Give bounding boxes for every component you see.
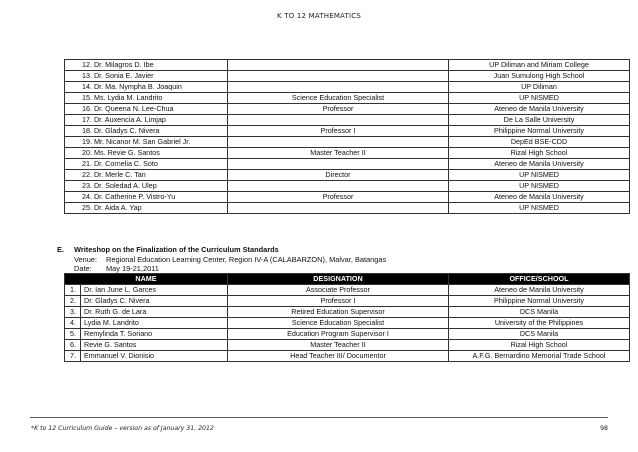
table-row	[65, 71, 630, 82]
participant-school: UP NISMED	[449, 181, 630, 192]
table-row	[65, 296, 630, 307]
member-name: Dr. Ruth G. de Lara	[81, 307, 228, 318]
member-designation: Science Education Specialist	[228, 318, 449, 329]
row-number: 2.	[65, 296, 81, 307]
participant-school: Ateneo de Manila University	[449, 192, 630, 203]
member-designation: Master Teacher II	[228, 340, 449, 351]
participant-name: 15. Ms. Lydia M. Landrito	[65, 93, 228, 104]
table-row	[65, 159, 630, 170]
participant-designation	[228, 137, 449, 148]
member-school: Rizal High School	[449, 340, 630, 351]
date-label: Date:	[74, 264, 92, 273]
participant-school: UP NISMED	[449, 93, 630, 104]
footer-divider	[30, 417, 608, 418]
table-row	[65, 126, 630, 137]
participant-designation	[228, 82, 449, 93]
participant-name: 19. Mr. Nicanor M. San Gabriel Jr.	[65, 137, 228, 148]
participant-name: 16. Dr. Queena N. Lee-Chua	[65, 104, 228, 115]
participant-school: Ateneo de Manila University	[449, 104, 630, 115]
participant-designation	[228, 115, 449, 126]
member-designation: Associate Professor	[228, 285, 449, 296]
row-number: 5.	[65, 329, 81, 340]
page-number: 98	[600, 425, 608, 432]
participant-name: 12. Dr. Milagros D. Ibe	[65, 60, 228, 71]
member-designation: Retired Education Supervisor	[228, 307, 449, 318]
member-name: Revie G. Santos	[81, 340, 228, 351]
member-name: Emmanuel V. Dionisio	[81, 351, 228, 362]
row-number: 7.	[65, 351, 81, 362]
participant-designation: Professor	[228, 104, 449, 115]
table-row	[65, 115, 630, 126]
table-row	[65, 340, 630, 351]
participant-name: 20. Ms. Revie G. Santos	[65, 148, 228, 159]
table-row	[65, 104, 630, 115]
participant-designation: Master Teacher II	[228, 148, 449, 159]
participant-designation: Director	[228, 170, 449, 181]
participant-name: 24. Dr. Catherine P. Vistro-Yu	[65, 192, 228, 203]
participant-designation	[228, 60, 449, 71]
venue-value: Regional Education Learning Center, Region IV-A (CALABARZON), Malvar, Batangas	[106, 254, 387, 264]
row-number: 4.	[65, 318, 81, 329]
venue-label: Venue:	[74, 254, 98, 264]
member-school: DCS Manila	[449, 329, 630, 340]
participant-school: DepEd BSE-CDD	[449, 137, 630, 148]
table-row	[65, 307, 630, 318]
participant-designation	[228, 181, 449, 192]
table-row	[65, 93, 630, 104]
participant-designation	[228, 159, 449, 170]
member-name: Remylinda T. Soriano	[81, 329, 228, 340]
participant-name: 23. Dr. Soledad A. Ulep	[65, 181, 228, 192]
member-name: Lydia M. Landrito	[81, 318, 228, 329]
member-school: University of the Philippines	[449, 318, 630, 329]
table-row	[65, 170, 630, 181]
member-school: Philippine Normal University	[449, 296, 630, 307]
table-header-row	[65, 274, 630, 285]
participant-school: UP Diliman	[449, 82, 630, 93]
participant-school: Ateneo de Manila University	[449, 159, 630, 170]
member-designation: Head Teacher III/ Documentor	[228, 351, 449, 362]
member-school: A.F.G. Bernardino Memorial Trade School	[449, 351, 630, 362]
section-e	[57, 245, 386, 274]
table-row	[65, 203, 630, 214]
table-row	[65, 329, 630, 340]
participant-name: 21. Dr. Cornelia C. Soto	[65, 159, 228, 170]
participants-table-continued	[64, 59, 630, 214]
member-name: Dr. Gladys C. Nivera	[81, 296, 228, 307]
participant-name: 17. Dr. Auxencia A. Limjap	[65, 115, 228, 126]
participant-school: UP NISMED	[449, 170, 630, 181]
table-row	[65, 148, 630, 159]
member-school: DCS Manila	[449, 307, 630, 318]
header-designation: DESIGNATION	[228, 274, 449, 285]
member-school: Ateneo de Manila University	[449, 285, 630, 296]
footer-version: *K to 12 Curriculum Guide – version as of January 31, 2012	[31, 425, 214, 432]
member-designation: Education Program Supervisor I	[228, 329, 449, 340]
page-header: K TO 12 MATHEMATICS	[277, 12, 361, 20]
section-letter: E.	[57, 245, 64, 254]
table-row	[65, 351, 630, 362]
participant-designation	[228, 203, 449, 214]
participant-designation: Professor	[228, 192, 449, 203]
participant-designation: Professor I	[228, 126, 449, 137]
participant-name: 18. Dr. Gladys C. Nivera	[65, 126, 228, 137]
row-number: 1.	[65, 285, 81, 296]
participant-designation: Science Education Specialist	[228, 93, 449, 104]
participant-name: 13. Dr. Sonia E. Javier	[65, 71, 228, 82]
table-row	[65, 82, 630, 93]
header-school: OFFICE/SCHOOL	[449, 274, 630, 285]
member-designation: Professor I	[228, 296, 449, 307]
table-row	[65, 181, 630, 192]
participant-name: 14. Dr. Ma. Nympha B. Joaquin	[65, 82, 228, 93]
member-name: Dr. Ian June L. Garces	[81, 285, 228, 296]
table-row	[65, 192, 630, 203]
participant-name: 25. Dr. Aida A. Yap	[65, 203, 228, 214]
table-row	[65, 137, 630, 148]
participant-school: UP NISMED	[449, 203, 630, 214]
writeshop-table	[64, 273, 630, 362]
header-name: NAME	[65, 274, 228, 285]
row-number: 3.	[65, 307, 81, 318]
date-value: May 19-21,2011	[106, 264, 159, 273]
participant-school: Rizal High School	[449, 148, 630, 159]
participant-school: Philippine Normal University	[449, 126, 630, 137]
table-row	[65, 318, 630, 329]
participant-school: Juan Sumulong High School	[449, 71, 630, 82]
participant-name: 22. Dr. Merle C. Tan	[65, 170, 228, 181]
section-e-title	[57, 245, 386, 255]
participant-designation	[228, 71, 449, 82]
participant-school: De La Salle University	[449, 115, 630, 126]
table-row	[65, 285, 630, 296]
venue-line	[57, 255, 386, 265]
table-row	[65, 60, 630, 71]
participant-school: UP Diliman and Miriam College	[449, 60, 630, 71]
section-title-text: Writeshop on the Finalization of the Curriculum Standards	[74, 245, 279, 254]
row-number: 6.	[65, 340, 81, 351]
